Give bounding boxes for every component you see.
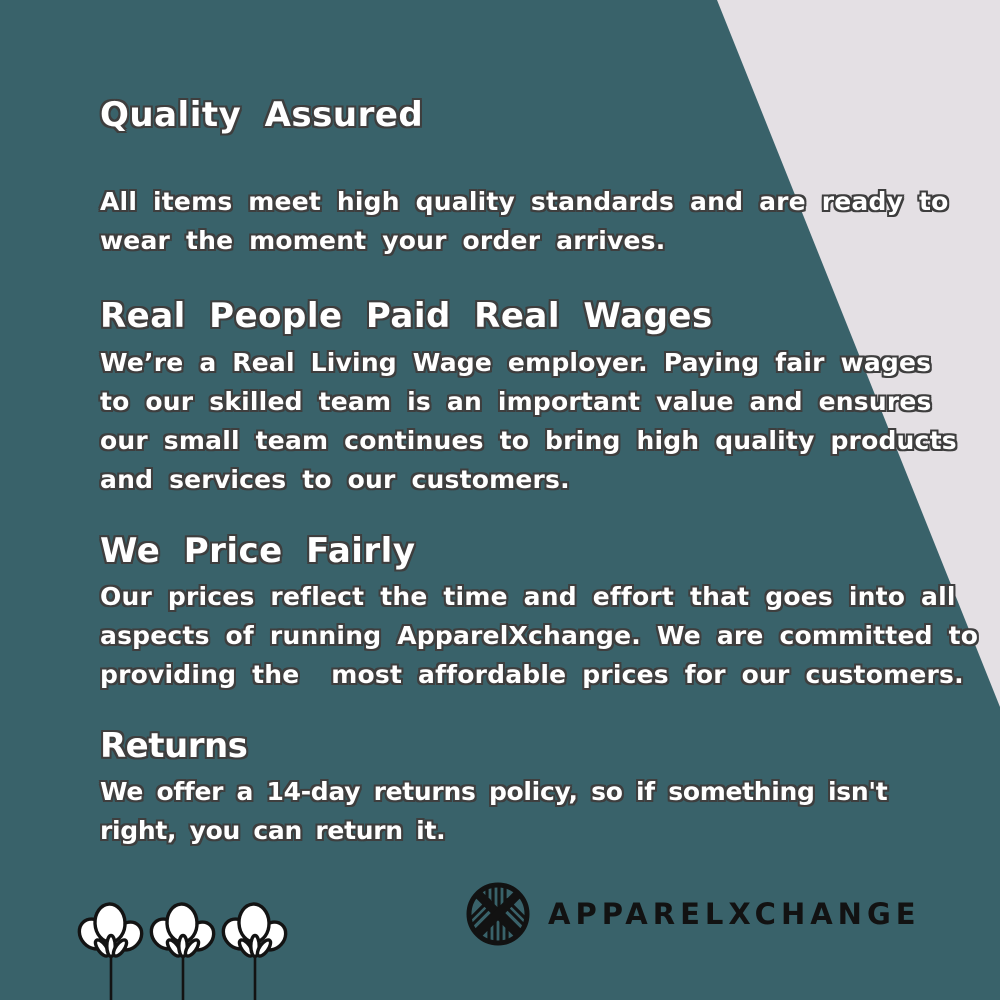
cotton-flowers-decoration	[76, 898, 292, 1000]
paragraph-line: to our skilled team is an important value and ensures	[100, 387, 932, 416]
paragraph-line: aspects of running ApparelXchange. We are committed to	[100, 621, 979, 650]
paragraph-line: Our prices reflect the time and effort that goes into all	[100, 582, 956, 611]
paragraph-line: right, you can return it.	[100, 816, 446, 845]
section-body-real-wages	[100, 343, 957, 499]
brand-logo	[462, 878, 921, 950]
section-heading-quality-assured: Quality Assured	[100, 95, 424, 135]
section-heading-real-wages: Real People Paid Real Wages	[100, 296, 713, 336]
section-body-price-fairly	[100, 577, 978, 694]
section-body-quality-assured	[100, 182, 949, 260]
section-body-returns	[100, 772, 887, 850]
cotton-flower-icon	[148, 898, 218, 1000]
paragraph-line: All items meet high quality standards and are ready to	[100, 187, 949, 216]
yarn-ball-x-icon	[462, 878, 534, 950]
section-heading-price-fairly: We Price Fairly	[100, 531, 416, 571]
paragraph-line: wear the moment your order arrives.	[100, 226, 666, 255]
paragraph-line: our small team continues to bring high quality products	[100, 426, 957, 455]
paragraph-line: and services to our customers.	[100, 465, 570, 494]
paragraph-line: We offer a 14-day returns policy, so if something isn't	[100, 777, 888, 806]
paragraph-line: We’re a Real Living Wage employer. Paying fair wages	[100, 348, 932, 377]
section-heading-returns: Returns	[100, 726, 248, 766]
brand-wordmark: APPARELXCHANGE	[548, 897, 921, 931]
paragraph-line: providing the most affordable prices for our customers.	[100, 660, 964, 689]
cotton-flower-icon	[76, 898, 146, 1000]
cotton-flower-icon	[220, 898, 290, 1000]
